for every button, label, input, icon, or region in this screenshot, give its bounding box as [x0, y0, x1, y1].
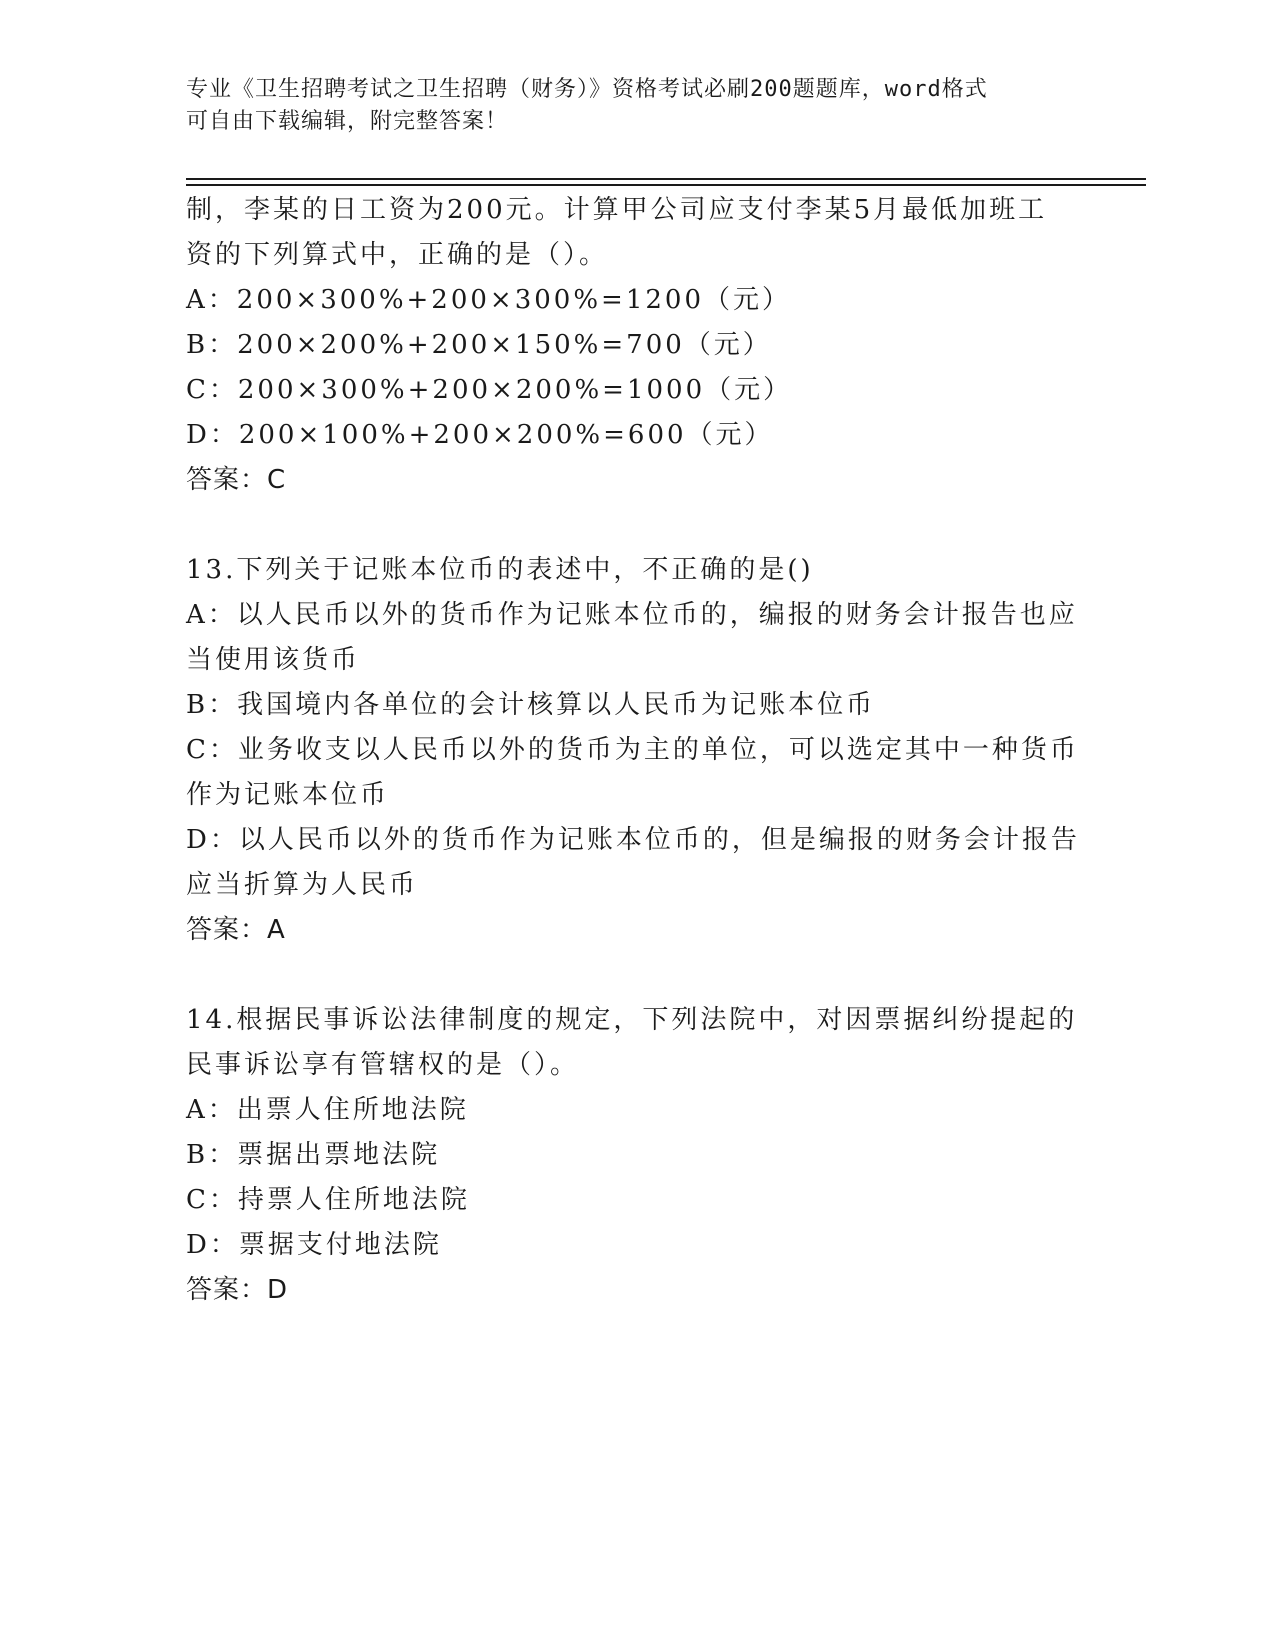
- question-14-option-a: A：出票人住所地法院: [186, 1095, 469, 1125]
- question-13-option-a-line-2: 当使用该货币: [186, 645, 361, 675]
- question-12-option-b: B：200×200%+200×150%=700（元）: [186, 330, 772, 360]
- question-14-option-d: D：票据支付地法院: [186, 1230, 442, 1260]
- question-14-stem-line-1: 14.根据民事诉讼法律制度的规定，下列法院中，对因票据纠纷提起的: [186, 1005, 1078, 1035]
- header-line-2: 可自由下载编辑，附完整答案！: [186, 109, 509, 134]
- question-13-option-c-line-2: 作为记账本位币: [186, 780, 390, 810]
- question-14-option-b: B：票据出票地法院: [186, 1140, 441, 1170]
- question-12-stem-line-2: 资的下列算式中，正确的是（）。: [186, 240, 609, 270]
- question-13-option-a-line-1: A：以人民币以外的货币作为记账本位币的，编报的财务会计报告也应: [186, 600, 1078, 630]
- header-line-1: 专业《卫生招聘考试之卫生招聘（财务）》资格考试必刷200题题库，word格式: [186, 77, 988, 102]
- header-divider-top: [186, 178, 1146, 180]
- question-13-option-d-line-2: 应当折算为人民币: [186, 870, 419, 900]
- question-13-stem: 13.下列关于记账本位币的表述中，不正确的是(): [186, 555, 814, 585]
- question-14-stem-line-2: 民事诉讼享有管辖权的是（）。: [186, 1050, 580, 1080]
- document-header: [186, 74, 1066, 138]
- question-14-answer: 答案：D: [186, 1275, 289, 1305]
- question-13-option-c-line-1: C：业务收支以人民币以外的货币为主的单位，可以选定其中一种货币: [186, 735, 1079, 765]
- question-12: [186, 188, 1086, 503]
- question-content: [186, 188, 1086, 1313]
- question-12-option-a: A：200×300%+200×300%=1200（元）: [186, 285, 791, 315]
- question-12-answer: 答案：C: [186, 465, 287, 495]
- spacer: [186, 953, 1086, 998]
- spacer: [186, 503, 1086, 548]
- question-12-option-c: C：200×300%+200×200%=1000（元）: [186, 375, 793, 405]
- header-divider-bottom: [186, 184, 1146, 186]
- question-13-option-d-line-1: D：以人民币以外的货币作为记账本位币的，但是编报的财务会计报告: [186, 825, 1080, 855]
- question-12-option-d: D：200×100%+200×200%=600（元）: [186, 420, 774, 450]
- question-14-option-c: C：持票人住所地法院: [186, 1185, 470, 1215]
- question-12-stem-line-1: 制，李某的日工资为200元。计算甲公司应支付李某5月最低加班工: [186, 195, 1048, 225]
- question-14: [186, 998, 1086, 1313]
- question-13-answer: 答案：A: [186, 915, 286, 945]
- question-13: [186, 548, 1086, 953]
- question-13-option-b: B：我国境内各单位的会计核算以人民币为记账本位币: [186, 690, 876, 720]
